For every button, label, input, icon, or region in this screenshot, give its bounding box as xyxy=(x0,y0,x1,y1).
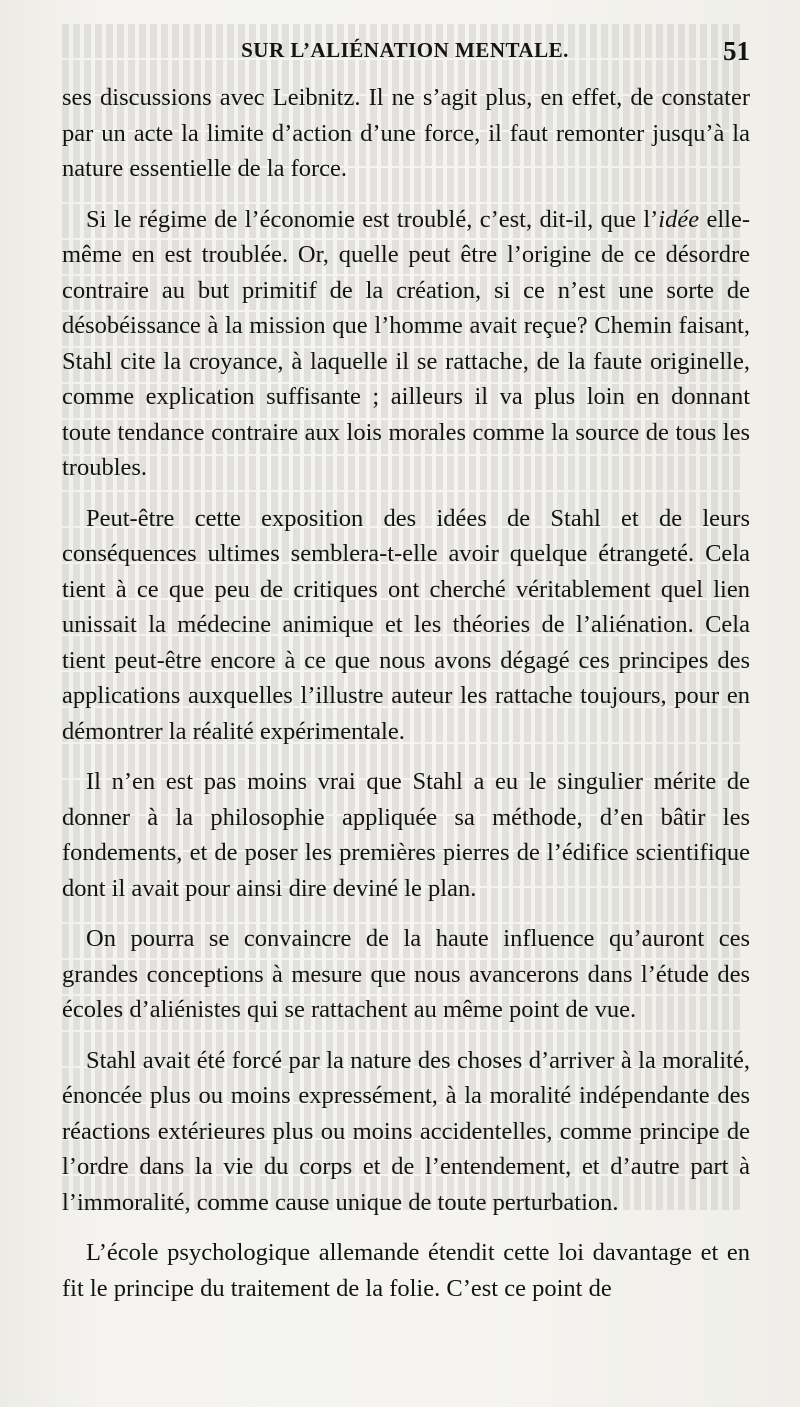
page-number: 51 xyxy=(723,36,750,66)
paragraph-7: L’école psychologique allemande étendit cette loi davantage et en fit le principe du traitement de la folie. C’est ce point de xyxy=(62,1239,750,1302)
paragraph-5: On pourra se convaincre de la haute influence qu’auront ces grandes conceptions à mesure que nous avancerons dans l’étude des écoles d’aliénistes qui se rattachent au même point de vue. xyxy=(62,925,750,1023)
paragraph-4: Il n’en est pas moins vrai que Stahl a eu le singulier mérite de donner à la philosophie appliquée sa méthode, d’en bâtir les fondements, et de poser les premières pierres de l’édifice scientifique dont il avait pour ainsi dire deviné le plan. xyxy=(62,768,750,902)
running-title: SUR L’ALIÉNATION MENTALE. xyxy=(241,38,569,62)
running-head xyxy=(60,38,750,70)
paragraph-2-part-a: Si le régime de l’économie est troublé, c’est, dit-il, que l’ xyxy=(86,205,659,233)
paragraph-2-part-b: elle-même en est troublée. Or, quelle peut être l’origine de ce désordre contraire au but primitif de la création, si ce n’est une sorte de désobéissance à la mission que l’homme avait reçue? Chemin faisant, Stahl cite la croyance, à laquelle il se rattache, de la faute originelle, comme explication suffisante ; ailleurs il va plus loin en donnant toute tendance contraire aux lois morales comme la source de tous les troubles. xyxy=(62,205,750,481)
paragraph-3: Peut-être cette exposition des idées de Stahl et de leurs conséquences ultimes semblera-t-elle avoir quelque étrangeté. Cela tient à ce que peu de critiques ont cherché véritablement quel lien unissait la médecine animique et les théories de l’aliénation. Cela tient peut-être encore à ce que nous avons dégagé ces principes des applications auxquelles l’illustre auteur les rattache toujours, pour en démontrer la réalité expérimentale. xyxy=(62,504,750,745)
paragraph-2 xyxy=(62,202,750,486)
italic-word-idee: idée xyxy=(658,205,700,233)
body-text xyxy=(62,80,750,1321)
paragraph-1: ses discussions avec Leibnitz. Il ne s’agit plus, en effet, de constater par un acte la limite d’action d’une force, il faut remonter jusqu’à la nature essentielle de la force. xyxy=(62,84,750,182)
paragraph-6: Stahl avait été forcé par la nature des choses d’arriver à la moralité, énoncée plus ou moins expressément, à la moralité indépendante des réactions extérieures plus ou moins accidentelles, comme principe de l’ordre dans la vie du corps et de l’entendement, et d’autre part à l’immoralité, comme cause unique de toute perturbation. xyxy=(62,1046,750,1216)
